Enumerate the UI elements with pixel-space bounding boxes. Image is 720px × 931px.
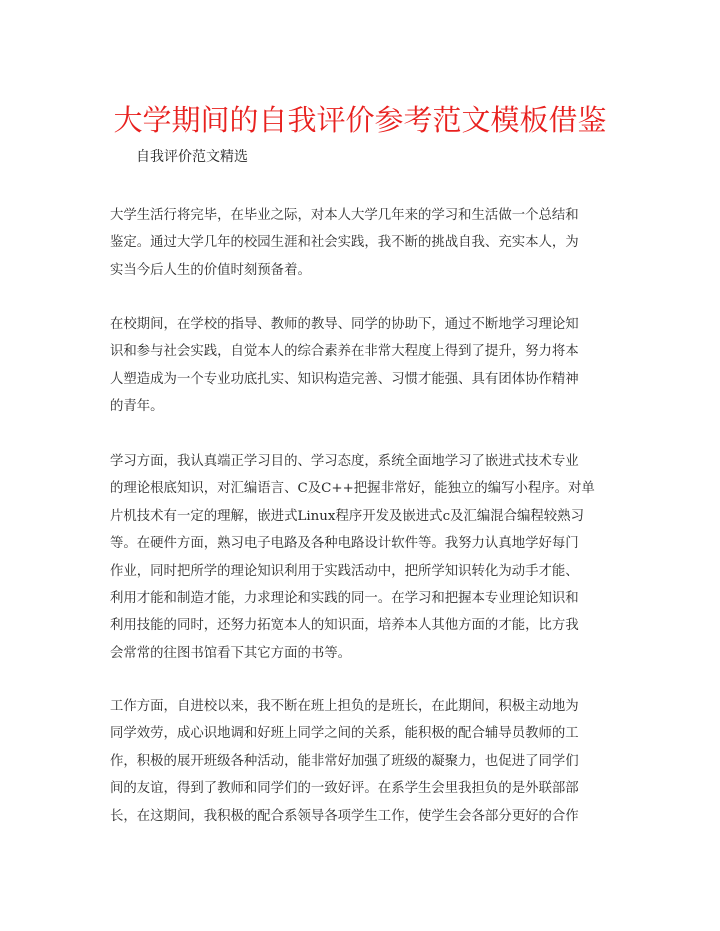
- text-line: 同学效劳，成心识地调和好班上同学之间的关系，能积极的配合辅导员教师的工: [110, 726, 579, 742]
- text-line: 作业，同时把所学的理论知识利用于实践活动中，把所学知识转化为动手才能、: [110, 563, 579, 579]
- text-line: 作，积极的展开班级各种活动，能非常好加强了班级的凝聚力，也促进了同学们: [110, 753, 579, 769]
- text-line: 实当今后人生的价值时刻预备着。: [110, 262, 311, 278]
- text-line: 片机技术有一定的理解，嵌进式Linux程序开发及嵌进式c及汇编混合编程较熟习: [110, 508, 584, 524]
- text-line: 长，在这期间，我积极的配合系领导各项学生工作，使学生会各部分更好的合作: [110, 808, 579, 824]
- paragraph-work: [110, 693, 614, 830]
- text-line: 学习方面，我认真端正学习目的、学习态度，系统全面地学习了嵌进式技术专业: [110, 454, 579, 469]
- text-line: 识和参与社会实践，自觉本人的综合素养在非常大程度上得到了提升，努力将本: [110, 344, 579, 360]
- document-subtitle: 自我评价范文精选: [136, 149, 248, 165]
- text-line: 利用才能和制造才能，力求理论和实践的同一。在学习和把握本专业理论知识和: [110, 591, 579, 607]
- text-line: 大学生活行将完毕，在毕业之际，对本人大学几年来的学习和生活做一个总结和: [110, 208, 579, 223]
- text-line: 等。在硬件方面，熟习电子电路及各种电路设计软件等。我努力认真地学好每门: [110, 536, 579, 552]
- text-line: 工作方面，自进校以来，我不断在班上担负的是班长，在此期间，积极主动地为: [110, 699, 579, 714]
- paragraph-intro: [110, 202, 614, 284]
- text-line: 人塑造成为一个专业功底扎实、知识构造完善、习惯才能强、具有团体协作精神: [110, 371, 579, 387]
- text-line: 在校期间，在学校的指导、教师的教导、同学的协助下，通过不断地学习理论知: [110, 317, 579, 332]
- text-line: 会常常的往图书馆看下其它方面的书等。: [110, 645, 352, 661]
- text-line: 利用技能的同时，还努力拓宽本人的知识面，培养本人其他方面的才能，比方我: [110, 618, 579, 634]
- text-line: 的青年。: [110, 399, 164, 415]
- text-line: 鉴定。通过大学几年的校园生涯和社会实践，我不断的挑战自我、充实本人，为: [110, 235, 579, 251]
- paragraph-study: [110, 448, 614, 667]
- text-line: 的理论根底知识，对汇编语言、C及C++把握非常好，能独立的编写小程序。对单: [110, 481, 595, 497]
- text-line: 间的友谊，得到了教师和同学们的一致好评。在系学生会里我担负的是外联部部: [110, 781, 579, 797]
- paragraph-campus: [110, 311, 614, 421]
- document-title: 大学期间的自我评价参考范文模板借鉴: [113, 103, 607, 137]
